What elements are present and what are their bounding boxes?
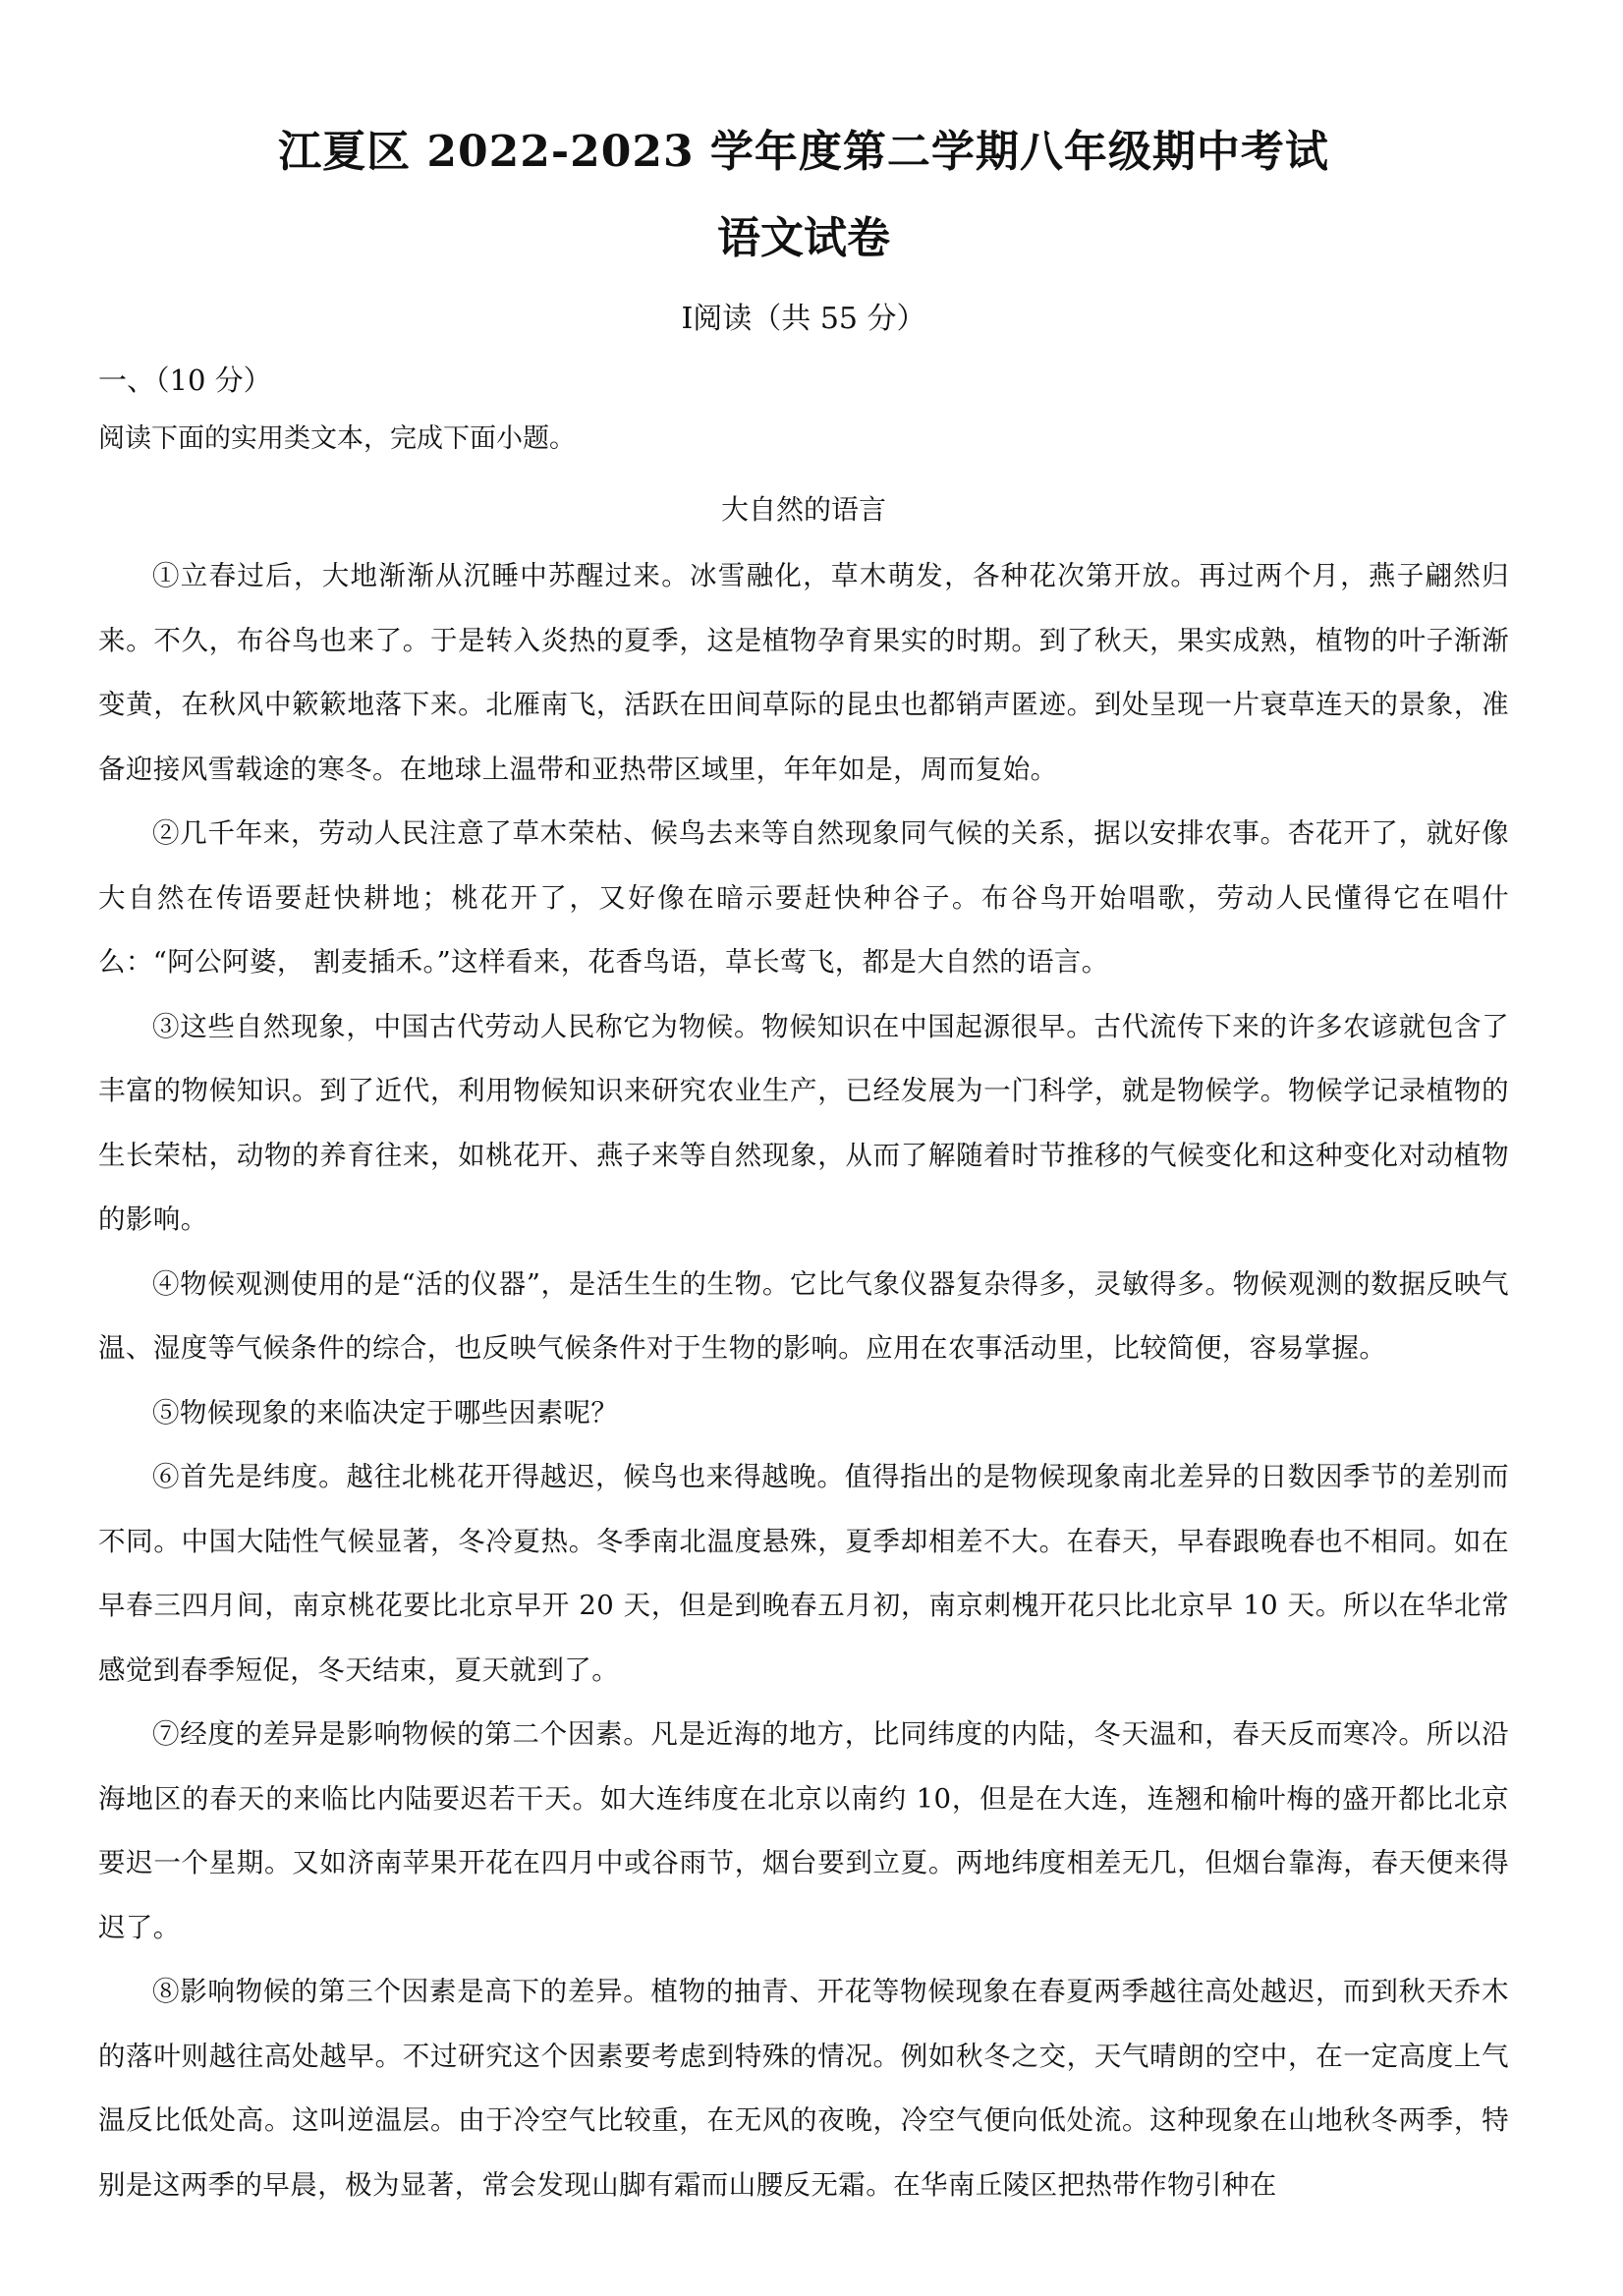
exam-title: 江夏区 2022-2023 学年度第二学期八年级期中考试 [278, 127, 1329, 177]
article-paragraph-6: ⑥首先是纬度。越往北桃花开得越迟，候鸟也来得越晚。值得指出的是物候现象南北差异的日数因季节的差别而不同。中国大陆性气候显著，冬冷夏热。冬季南北温度悬殊，夏季却相差不大。在春天，早春跟晚春也不相同。如在早春三四月间，南京桃花要比北京早开 20 天，但是到晚春五月初，南京刺槐开花只比北京早 10 天。所以在华北常感觉到春季短促，冬天结束，夏天就到了。 [98, 1461, 1509, 1686]
part-heading: Ⅰ阅读（共 55 分） [681, 302, 926, 336]
exam-page [98, 118, 1509, 2217]
article-paragraph-7: ⑦经度的差异是影响物候的第二个因素。凡是近海的地方，比同纬度的内陆，冬天温和，春天反而寒冷。所以沿海地区的春天的来临比内陆要迟若干天。如大连纬度在北京以南约 10，但是在大连，连翘和榆叶梅的盛开都比北京要迟一个星期。又如济南苹果开花在四月中或谷雨节，烟台要到立夏。两地纬度相差无几，但烟台靠海，春天便来得迟了。 [98, 1718, 1509, 1943]
section-label: 一、（10 分） [98, 364, 272, 397]
article-paragraph-3: ③这些自然现象，中国古代劳动人民称它为物候。物候知识在中国起源很早。古代流传下来的许多农谚就包含了丰富的物候知识。到了近代，利用物候知识来研究农业生产，已经发展为一门科学，就是物候学。物候学记录植物的生长荣枯，动物的养育往来，如桃花开、燕子来等自然现象，从而了解随着时节推移的气候变化和这种变化对动植物的影响。 [98, 1010, 1509, 1235]
article-title: 大自然的语言 [720, 493, 886, 526]
exam-subtitle: 语文试卷 [717, 213, 890, 263]
article-body [98, 544, 1509, 2217]
article-paragraph-1: ①立春过后，大地渐渐从沉睡中苏醒过来。冰雪融化，草木萌发，各种花次第开放。再过两个月，燕子翩然归来。不久，布谷鸟也来了。于是转入炎热的夏季，这是植物孕育果实的时期。到了秋天，果实成熟，植物的叶子渐渐变黄，在秋风中簌簌地落下来。北雁南飞，活跃在田间草际的昆虫也都销声匿迹。到处呈现一片衰草连天的景象，准备迎接风雪载途的寒冬。在地球上温带和亚热带区域里，年年如是，周而复始。 [98, 560, 1509, 785]
article-paragraph-2: ②几千年来，劳动人民注意了草木荣枯、候鸟去来等自然现象同气候的关系，据以安排农事。杏花开了，就好像大自然在传语要赶快耕地；桃花开了，又好像在暗示要赶快种谷子。布谷鸟开始唱歌，劳动人民懂得它在唱什么：“阿公阿婆， 割麦插禾。”这样看来，花香鸟语，草长莺飞，都是大自然的语言。 [98, 817, 1509, 978]
article-paragraph-5: ⑤物候现象的来临决定于哪些因素呢？ [152, 1396, 619, 1428]
article-paragraph-8: ⑧影响物候的第三个因素是高下的差异。植物的抽青、开花等物候现象在春夏两季越往高处越迟，而到秋天乔木的落叶则越往高处越早。不过研究这个因素要考虑到特殊的情况。例如秋冬之交，天气晴朗的空中，在一定高度上气温反比低处高。这叫逆温层。由于冷空气比较重，在无风的夜晚，冷空气便向低处流。这种现象在山地秋冬两季，特别是这两季的早晨，极为显著，常会发现山脚有霜而山腰反无霜。在华南丘陵区把热带作物引种在 [98, 1976, 1509, 2201]
article-paragraph-4: ④物候观测使用的是“活的仪器”，是活生生的生物。它比气象仪器复杂得多，灵敏得多。物候观测的数据反映气温、湿度等气候条件的综合，也反映气候条件对于生物的影响。应用在农事活动里，比较简便，容易掌握。 [98, 1267, 1509, 1364]
section-instruction: 阅读下面的实用类文本，完成下面小题。 [98, 423, 576, 454]
